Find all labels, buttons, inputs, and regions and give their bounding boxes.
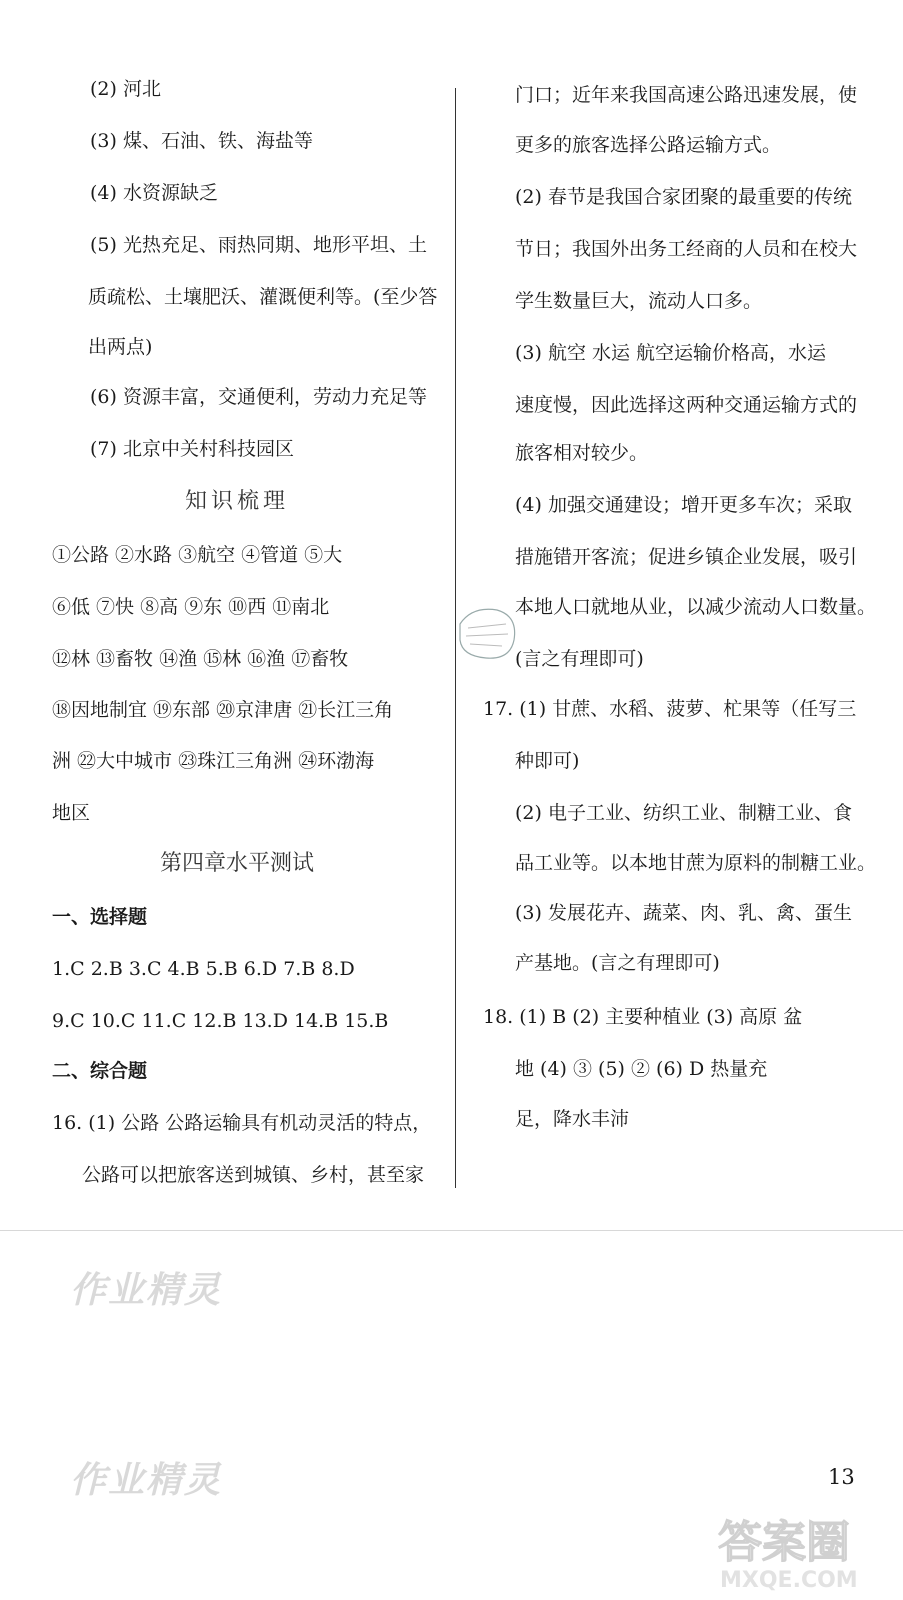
site-logo [710,1505,895,1595]
knowledge-line: ⑱因地制宜 ⑲东部 ⑳京津唐 ㉑长江三角 [52,699,394,721]
answer-line: 16. (1) 公路 公路运输具有机动灵活的特点， [52,1112,432,1134]
answer-line: 足，降水丰沛 [515,1108,630,1130]
answer-line: (7) 北京中关村科技园区 [90,438,294,460]
answer-line: 本地人口就地从业，以减少流动人口数量。 [515,596,877,618]
section-title-knowledge: 知识梳理 [185,489,290,514]
answer-line: (3) 煤、石油、铁、海盐等 [90,130,313,152]
answer-line: 学生数量巨大，流动人口多。 [515,290,763,312]
answer-line: (3) 发展花卉、蔬菜、肉、乳、禽、蛋生 [515,902,852,924]
answer-line: 速度慢，因此选择这两种交通运输方式的 [515,394,858,416]
answer-line: (6) 资源丰富，交通便利，劳动力充足等 [90,386,427,408]
section-heading-comprehensive: 二、综合题 [52,1060,148,1082]
page-number: 13 [828,1465,855,1489]
answer-line: 种即可) [515,750,580,772]
answer-line: 17. (1) 甘蔗、水稻、菠萝、杧果等（任写三 [483,698,857,720]
answer-line: (4) 加强交通建设；增开更多车次；采取 [515,494,852,516]
page-bottom-rule [0,1230,903,1231]
answer-line: 公路可以把旅客送到城镇、乡村，甚至家 [82,1164,425,1186]
knowledge-line: ⑥低 ⑦快 ⑧高 ⑨东 ⑩西 ⑪南北 [52,596,330,618]
svg-text:答案圈: 答案圈 [718,1517,850,1568]
svg-text:MXQE.COM: MXQE.COM [720,1568,858,1593]
watermark: 作业精灵 [70,1459,223,1501]
answer-line: (2) 电子工业、纺织工业、制糖工业、食 [515,802,852,824]
watermark: 作业精灵 [70,1269,223,1311]
answer-line: 出两点) [88,336,153,358]
answer-line: 18. (1) B (2) 主要种植业 (3) 高原 盆 [483,1006,803,1028]
choice-answers: 1.C 2.B 3.C 4.B 5.B 6.D 7.B 8.D [52,958,355,980]
answer-line: 措施错开客流；促进乡镇企业发展，吸引 [515,546,858,568]
answer-line: 更多的旅客选择公路运输方式。 [515,134,782,156]
answer-line: 质疏松、土壤肥沃、灌溉便利等。(至少答 [88,286,438,308]
knowledge-line: ⑫林 ⑬畜牧 ⑭渔 ⑮林 ⑯渔 ⑰畜牧 [52,648,349,670]
section-heading-choice: 一、选择题 [52,906,148,928]
answer-line: (2) 春节是我国合家团聚的最重要的传统 [515,186,852,208]
stamp-icon [452,604,522,664]
answer-line: 地 (4) ③ (5) ② (6) D 热量充 [515,1058,768,1080]
answer-line: 产基地。(言之有理即可) [515,952,720,974]
answer-line: 品工业等。以本地甘蔗为原料的制糖工业。 [515,852,877,874]
answer-line: (言之有理即可) [515,648,644,670]
knowledge-line: 地区 [52,802,91,824]
choice-answers: 9.C 10.C 11.C 12.B 13.D 14.B 15.B [52,1010,389,1032]
answer-line: (3) 航空 水运 航空运输价格高，水运 [515,342,827,364]
knowledge-line: ①公路 ②水路 ③航空 ④管道 ⑤大 [52,544,343,566]
knowledge-line: 洲 ㉒大中城市 ㉓珠江三角洲 ㉔环渤海 [52,750,375,772]
answer-line: (4) 水资源缺乏 [90,182,218,204]
answer-line: 门口；近年来我国高速公路迅速发展，使 [515,84,858,106]
section-title-test: 第四章水平测试 [160,851,315,876]
answer-line: (2) 河北 [90,78,161,100]
answer-line: 节日；我国外出务工经商的人员和在校大 [515,238,858,260]
answer-line: (5) 光热充足、雨热同期、地形平坦、土 [90,234,427,256]
answer-line: 旅客相对较少。 [515,442,649,464]
